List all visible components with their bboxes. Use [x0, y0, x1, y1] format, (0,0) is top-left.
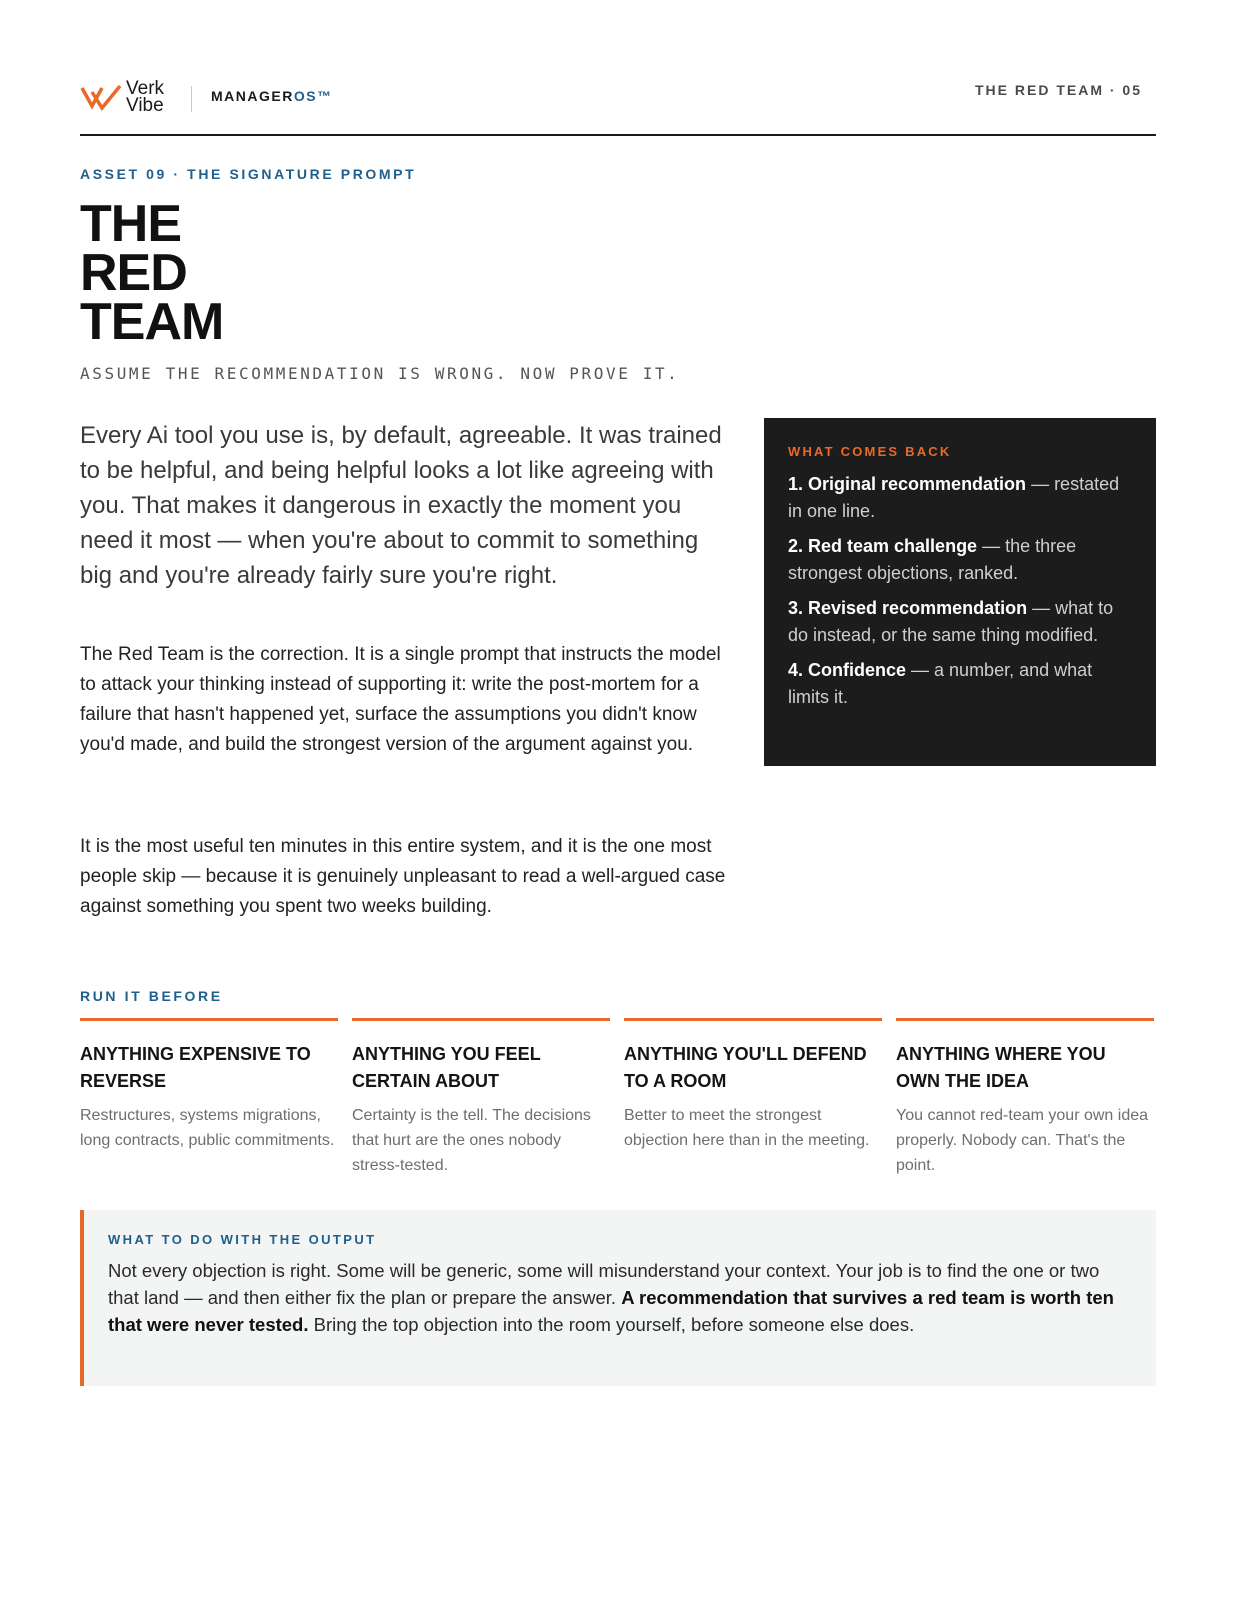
title-line: RED: [80, 244, 187, 302]
header-divider: [191, 86, 192, 112]
output-item-2: [788, 533, 1132, 587]
output-item-4: [788, 657, 1132, 711]
page-header: [80, 78, 1156, 136]
product-prefix: MANAGER: [211, 88, 294, 104]
verkvibe-logo-icon: [80, 82, 124, 112]
output-item-text: — restated in one line.: [788, 474, 1120, 521]
output-item-label: 1. Original recommendation: [788, 474, 1027, 494]
run-column-title: ANYTHING YOU'LL DEFEND TO A ROOM: [624, 1044, 867, 1091]
what-comes-back-panel: [764, 418, 1156, 766]
callout-text: [108, 1257, 1132, 1338]
callout-text-tail: Bring the top objection into the room yourself, before someone else does.: [308, 1314, 915, 1335]
run-column-text: Certainty is the tell. The decisions that hurt are the ones nobody stress-tested.: [352, 1107, 591, 1174]
body-paragraph-2: It is the most useful ten minutes in this entire system, and it is the one most people skip — because it is genuinely unpleasant to read a well-argued case against something you spent two weeks building.: [80, 836, 726, 917]
run-column: [80, 1018, 338, 1178]
page: [80, 0, 1156, 1600]
run-column-title: ANYTHING EXPENSIVE TO REVERSE: [80, 1044, 311, 1091]
output-item-text: — what to do instead, or the same thing modified.: [788, 598, 1114, 645]
what-comes-back-heading: WHAT COMES BACK: [788, 444, 952, 459]
lead-paragraph: Every Ai tool you use is, by default, agreeable. It was trained to be helpful, and being helpful looks a lot like agreeing with you. That makes it dangerous in exactly the moment you need it most — when you're about to commit to something big and you're already fairly sure you're right.: [80, 422, 722, 589]
output-item-1: [788, 471, 1132, 525]
logo-wordmark: [126, 80, 164, 114]
run-it-before-heading: RUN IT BEFORE: [80, 988, 223, 1004]
asset-eyebrow: ASSET 09 · THE SIGNATURE PROMPT: [80, 166, 417, 182]
page-tag: THE RED TEAM · 05: [974, 82, 1142, 98]
output-item-label: 2. Red team challenge: [788, 536, 978, 556]
run-column-title: ANYTHING YOU FEEL CERTAIN ABOUT: [352, 1044, 541, 1091]
run-column-text: Better to meet the strongest objection here than in the meeting.: [624, 1107, 870, 1149]
product-name: [211, 88, 333, 104]
run-column-text: You cannot red-team your own idea properly. Nobody can. That's the point.: [896, 1107, 1149, 1174]
output-callout: [80, 1210, 1156, 1386]
run-column-title: ANYTHING WHERE YOU OWN THE IDEA: [896, 1044, 1106, 1091]
page-title: [80, 195, 224, 351]
body-paragraph-1: The Red Team is the correction. It is a single prompt that instructs the model to attack your thinking instead of supporting it: write the post-mortem for a failure that hasn't happened yet, surface the assumptions you didn't know you'd made, and build the strongest version of the argument against you.: [80, 644, 721, 755]
logo-line-1: Verk: [126, 78, 165, 99]
output-item-text: — the three strongest objections, ranked.: [788, 536, 1077, 583]
callout-text-emphasis: A recommendation that survives a red team is worth ten that were never tested.: [108, 1287, 1114, 1335]
logo-line-2: Vibe: [126, 95, 164, 116]
title-line: THE: [80, 195, 181, 253]
callout-heading: WHAT TO DO WITH THE OUTPUT: [108, 1232, 377, 1247]
run-column: [624, 1018, 882, 1178]
callout-text-lead: Not every objection is right. Some will be generic, some will misunderstand your context. Your job is to find the one or two that land — and then either fix the plan or prepare the answer.: [108, 1260, 1100, 1308]
brand-logo: [80, 80, 164, 114]
run-it-before-columns: [80, 1018, 1156, 1178]
run-column: [896, 1018, 1154, 1178]
output-item-label: 4. Confidence: [788, 660, 907, 680]
run-column: [352, 1018, 610, 1178]
run-column-text: Restructures, systems migrations, long contracts, public commitments.: [80, 1107, 335, 1149]
output-item-text: — a number, and what limits it.: [788, 660, 1093, 707]
product-suffix: OS™: [293, 88, 333, 104]
title-line: TEAM: [80, 293, 224, 351]
page-subtitle: ASSUME THE RECOMMENDATION IS WRONG. NOW PROVE IT.: [80, 364, 680, 383]
output-item-3: [788, 595, 1132, 649]
output-item-label: 3. Revised recommendation: [788, 598, 1028, 618]
